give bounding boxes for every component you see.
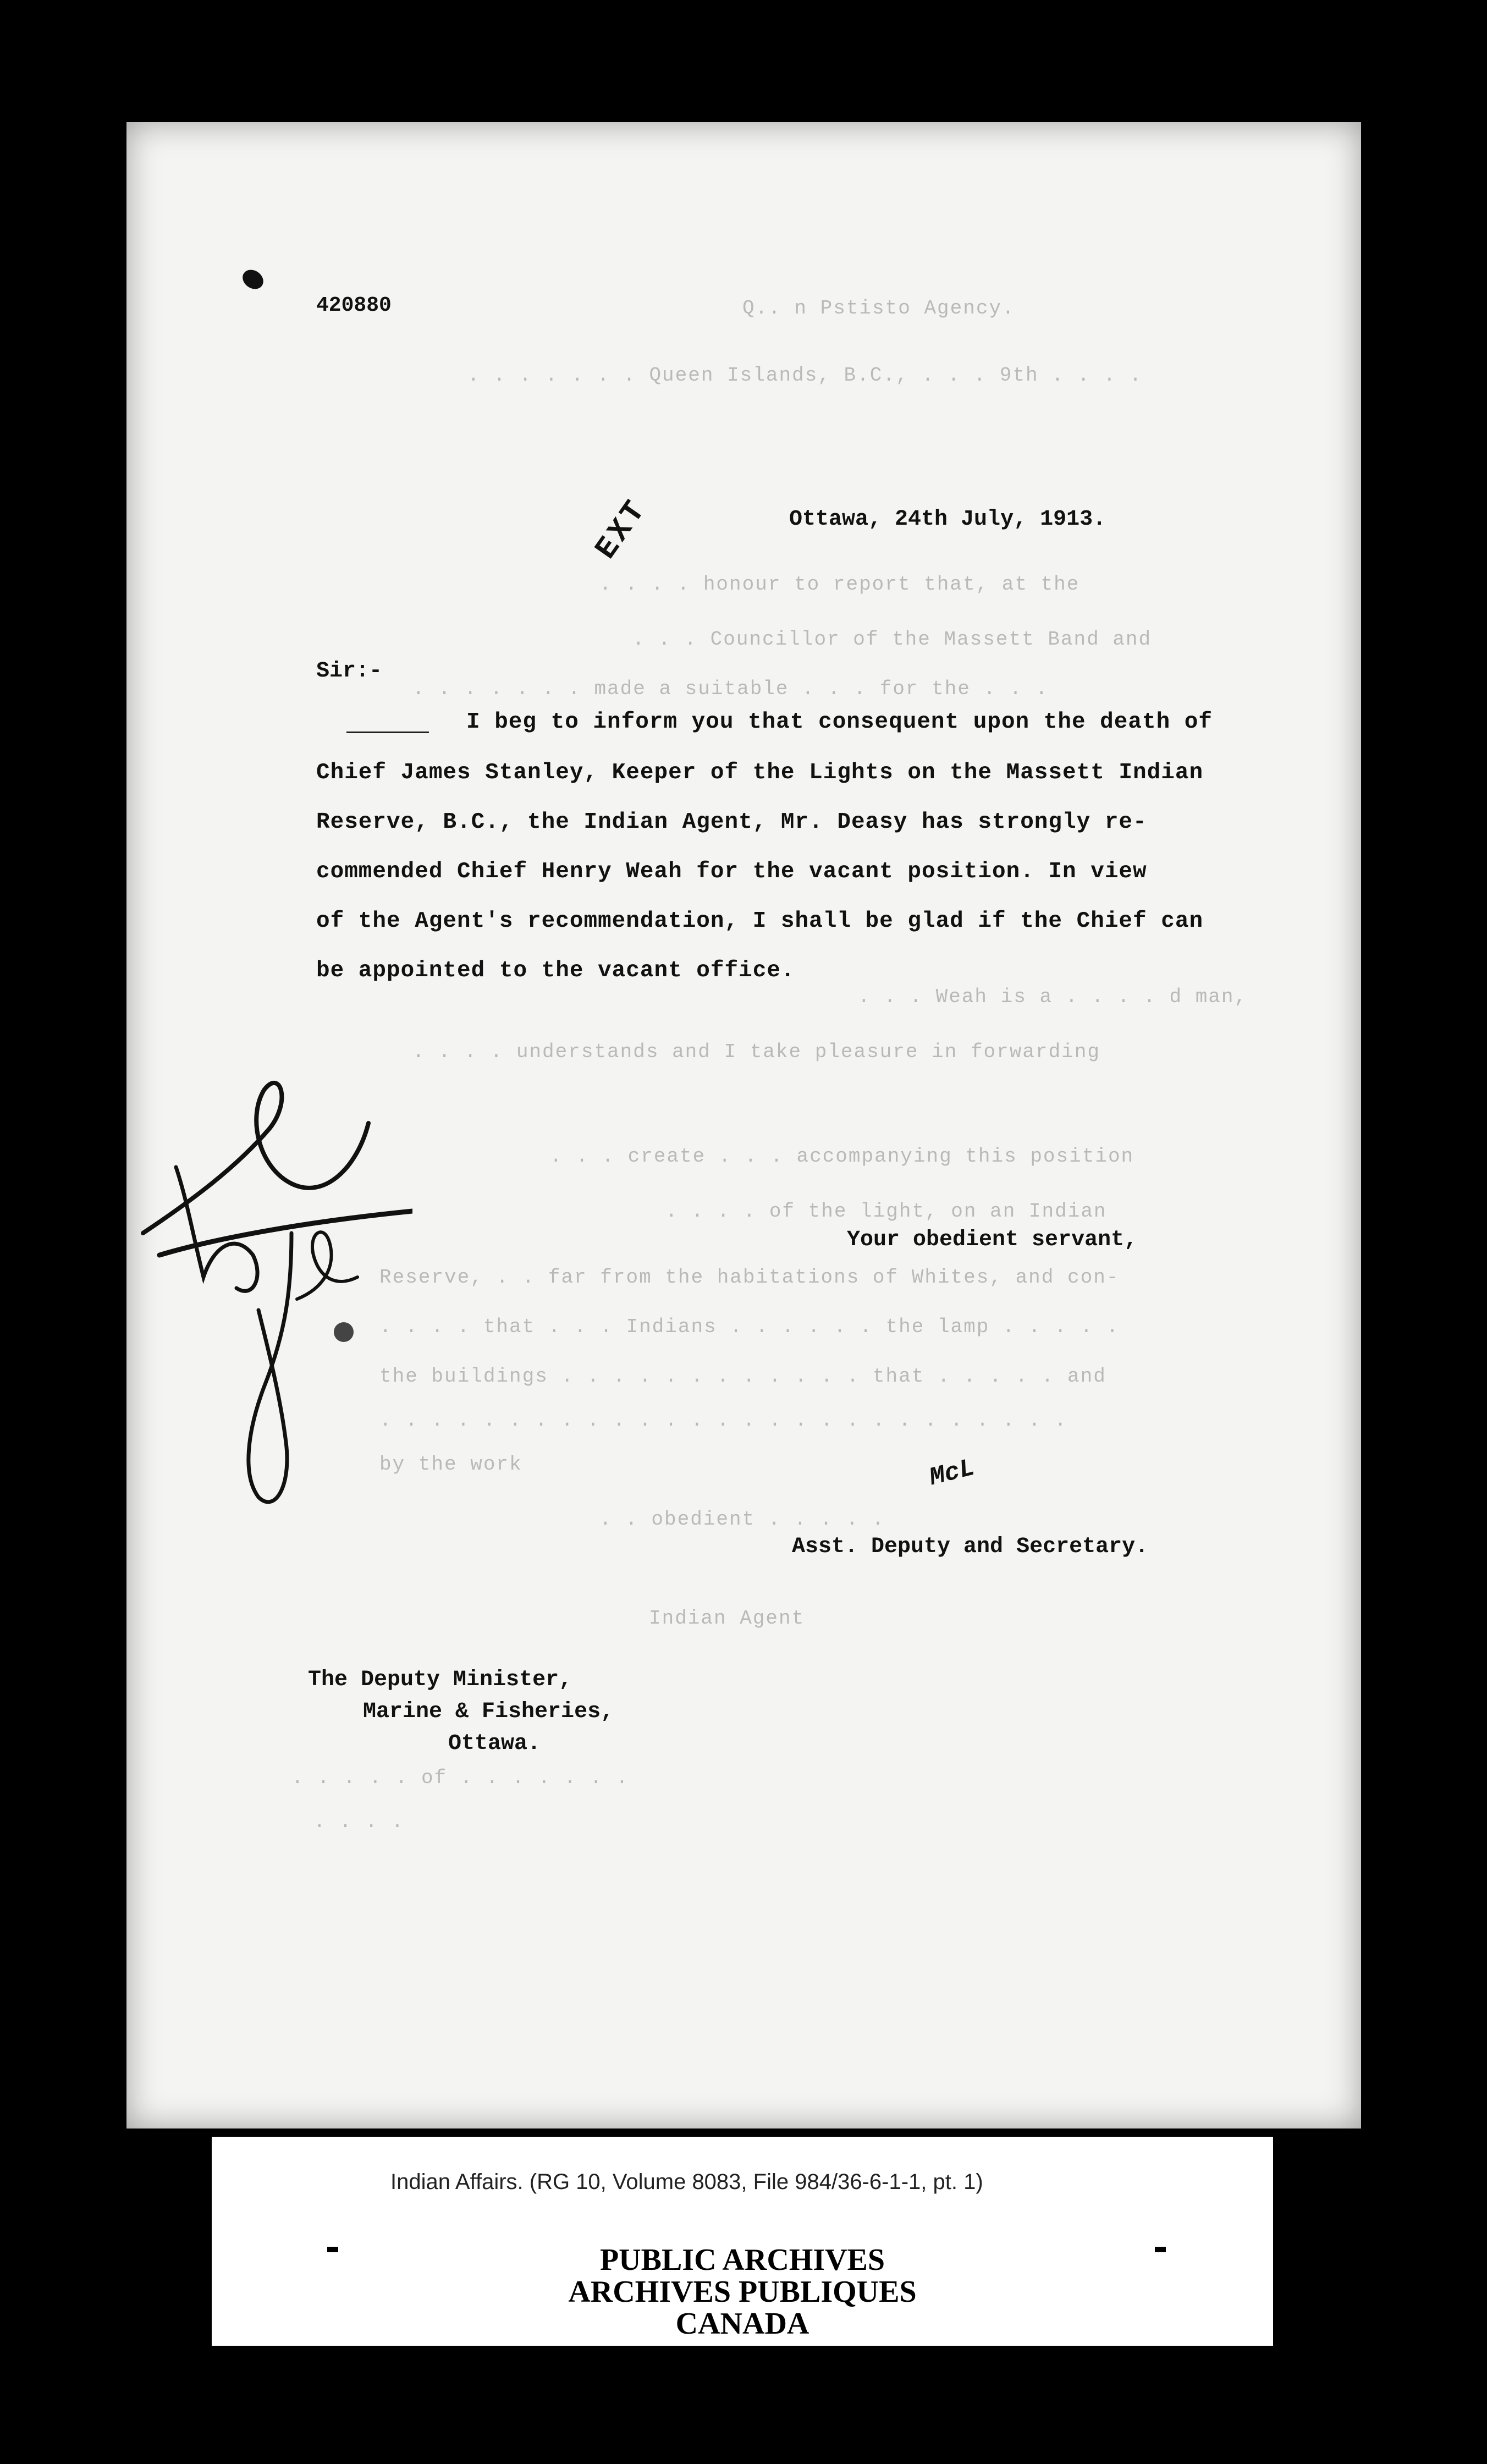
ink-smudge	[239, 266, 267, 293]
salutation: Sir:-	[316, 659, 383, 684]
body-line: I beg to inform you that consequent upon the death of	[466, 710, 1213, 735]
handwritten-initials	[126, 1002, 412, 1530]
bleed-through-text: . . . .	[313, 1811, 405, 1833]
ext-stamp: EXT	[588, 492, 655, 566]
addressee-line-1: The Deputy Minister,	[308, 1668, 572, 1692]
bleed-through-text: . . . . that . . . Indians . . . . . . the lamp . . . . .	[379, 1316, 1120, 1338]
file-number: 420880	[316, 294, 392, 317]
bleed-through-text: . . . . . . . . . . . . . . . . . . . . . . . . . . .	[379, 1409, 1067, 1432]
bleed-through-text: . . . . honour to report that, at the	[599, 573, 1080, 596]
body-line: Chief James Stanley, Keeper of the Lights on the Massett Indian	[316, 760, 1204, 785]
bleed-through-text: Reserve, . . far from the habitations of Whites, and con-	[379, 1266, 1120, 1289]
bleed-through-text: the buildings . . . . . . . . . . . . that . . . . . and	[379, 1365, 1106, 1388]
bleed-through-text: Q.. n Pstisto Agency.	[742, 297, 1015, 320]
label-tab-left	[212, 2137, 327, 2247]
letter-sheet	[126, 122, 1361, 2128]
body-line: commended Chief Henry Weah for the vacant position. In view	[316, 859, 1147, 884]
bleed-through-text: Indian Agent	[649, 1607, 805, 1630]
archive-name-en: PUBLIC ARCHIVES	[599, 2243, 885, 2277]
archive-citation: Indian Affairs. (RG 10, Volume 8083, File 984/36-6-1-1, pt. 1)	[390, 2170, 983, 2194]
archive-name-fr: ARCHIVES PUBLIQUES	[568, 2275, 917, 2309]
bleed-through-text: . . . . understands and I take pleasure in forwarding	[412, 1041, 1100, 1063]
margin-mark	[346, 732, 429, 733]
bleed-through-text: . . . create . . . accompanying this position	[550, 1145, 1134, 1168]
signature-title: Asst. Deputy and Secretary.	[792, 1535, 1149, 1559]
bleed-through-text: . . . . . of . . . . . . .	[291, 1767, 629, 1789]
date-line: Ottawa, 24th July, 1913.	[789, 507, 1106, 532]
bleed-through-text: . . . . . . . Queen Islands, B.C., . . . 9th . . . .	[467, 364, 1143, 387]
body-line: Reserve, B.C., the Indian Agent, Mr. Deasy has strongly re-	[316, 810, 1147, 835]
bleed-through-text: . . . . of the light, on an Indian	[665, 1200, 1107, 1223]
body-line: be appointed to the vacant office.	[316, 958, 795, 983]
label-notch	[327, 2247, 338, 2252]
bleed-through-text: . . . Weah is a . . . . d man,	[858, 986, 1248, 1008]
archive-label	[212, 2137, 1273, 2346]
closing: Your obedient servant,	[847, 1228, 1138, 1252]
bleed-through-text: . . . Councillor of the Massett Band and	[632, 628, 1152, 651]
bleed-through-text: . . obedient . . . . .	[599, 1508, 885, 1531]
bleed-through-text: . . . . . . . made a suitable . . . for the . . .	[412, 678, 1049, 700]
body-line: of the Agent's recommendation, I shall be glad if the Chief can	[316, 909, 1204, 934]
addressee-line-3: Ottawa.	[448, 1731, 541, 1756]
bleed-through-text: by the work	[379, 1453, 522, 1476]
addressee-line-2: Marine & Fisheries,	[363, 1700, 614, 1724]
signature-mark: McL	[926, 1453, 978, 1493]
archive-country: CANADA	[675, 2307, 809, 2341]
label-notch	[1155, 2247, 1166, 2252]
